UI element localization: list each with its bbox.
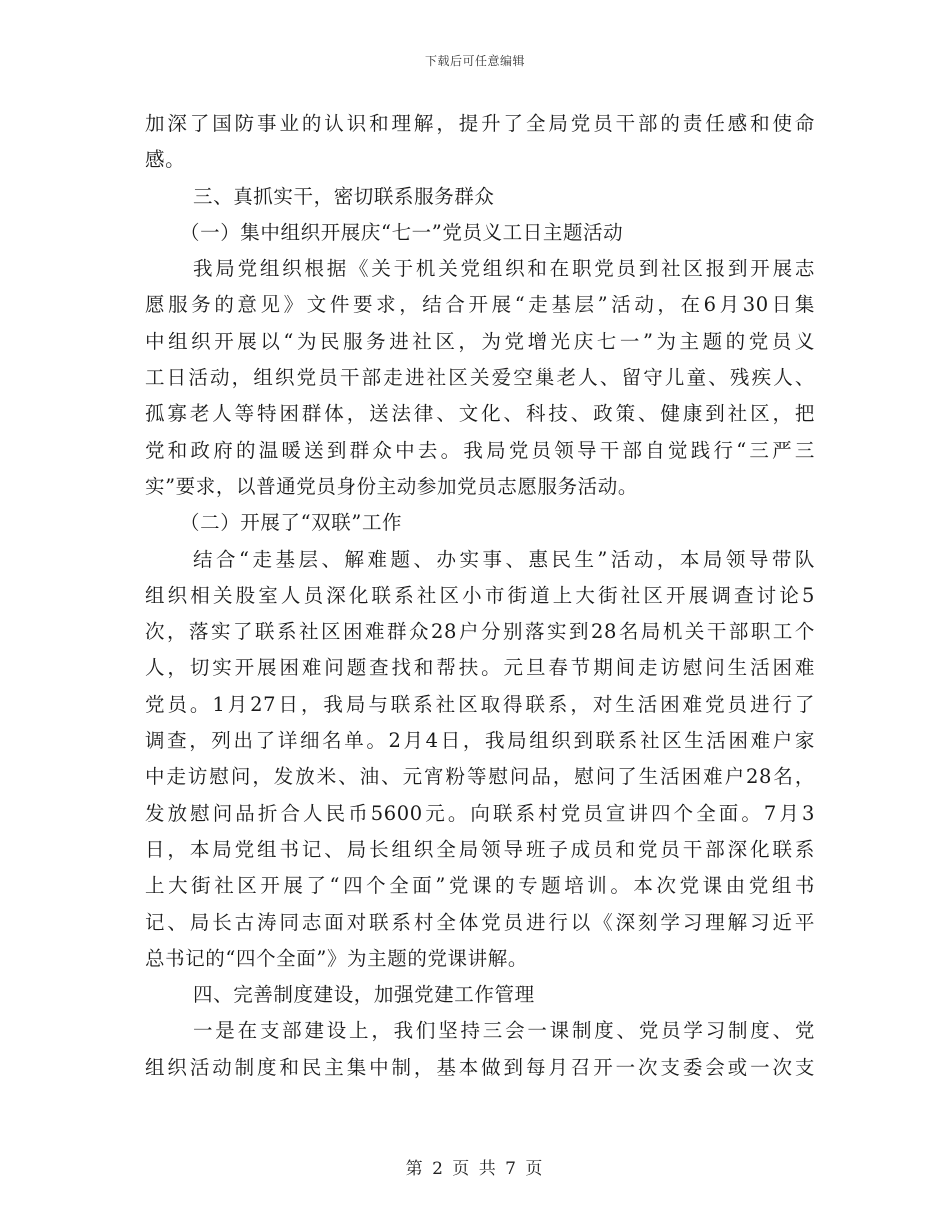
paragraph-line: 上大街社区开展了“四个全面”党课的专题培训。本次党课由党组书: [145, 874, 815, 898]
subsection-heading: （一）集中组织开展庆“七一”党员义工日主题活动: [180, 220, 624, 244]
paragraph-line: 我局党组织根据《关于机关党组织和在职党员到社区报到开展志: [193, 257, 815, 281]
paragraph-line: 组织相关股室人员深化联系社区小市街道上大街社区开展调查讨论5: [145, 583, 815, 607]
paragraph-line: 加深了国防事业的认识和理解，提升了全局党员干部的责任感和使命: [145, 112, 815, 135]
paragraph-line: 人，切实开展困难问题查找和帮扶。元旦春节期间走访慰问生活困难: [145, 656, 815, 680]
paragraph-line: 一是在支部建设上，我们坚持三会一课制度、党员学习制度、党: [193, 1019, 815, 1043]
section-heading: 三、真抓实干，密切联系服务群众: [193, 184, 495, 208]
paragraph-line: 中组织开展以“为民服务进社区，为党增光庆七一”为主题的党员义: [145, 329, 815, 353]
paragraph-line: 愿服务的意见》文件要求，结合开展“走基层”活动，在6月30日集: [145, 293, 815, 317]
paragraph-line: 实”要求，以普通党员身份主动参加党员志愿服务活动。: [145, 474, 638, 498]
subsection-heading: （二）开展了“双联”工作: [180, 511, 403, 535]
paragraph-line: 日，本局党组书记、局长组织全局领导班子成员和党员干部深化联系: [145, 837, 815, 861]
paragraph-line: 工日活动，组织党员干部走进社区关爱空巢老人、留守儿童、残疾人、: [145, 366, 815, 390]
paragraph-line: 发放慰问品折合人民币5600元。向联系村党员宣讲四个全面。7月3: [145, 801, 815, 825]
paragraph-line: 次，落实了联系社区困难群众28户分别落实到28名局机关干部职工个: [145, 620, 815, 644]
document-body: [145, 106, 815, 1086]
paragraph-line: 调查，列出了详细名单。2月4日，我局组织到联系社区生活困难户家: [145, 729, 815, 753]
paragraph-line: 感。: [145, 148, 186, 172]
paragraph-line: 总书记的“四个全面”》为主题的党课讲解。: [145, 946, 528, 970]
paragraph-line: 党和政府的温暖送到群众中去。我局党员领导干部自觉践行“三严三: [145, 438, 815, 462]
page-header-note: 下载后可任意编辑: [424, 54, 525, 68]
page-number-footer: 第 2 页 共 7 页: [405, 1159, 545, 1179]
paragraph-line: 结合“走基层、解难题、办实事、惠民生”活动，本局领导带队: [193, 547, 815, 571]
paragraph-line: 孤寡老人等特困群体，送法律、文化、科技、政策、健康到社区，把: [145, 402, 815, 426]
paragraph-line: 组织活动制度和民主集中制，基本做到每月召开一次支委会或一次支: [145, 1055, 815, 1079]
section-heading: 四、完善制度建设，加强党建工作管理: [193, 983, 535, 1007]
paragraph-line: 记、局长古涛同志面对联系村全体党员进行以《深刻学习理解习近平: [145, 910, 815, 934]
paragraph-line: 党员。1月27日，我局与联系社区取得联系，对生活困难党员进行了: [145, 692, 815, 716]
paragraph-line: 中走访慰问，发放米、油、元宵粉等慰问品，慰问了生活困难户28名，: [145, 765, 815, 789]
